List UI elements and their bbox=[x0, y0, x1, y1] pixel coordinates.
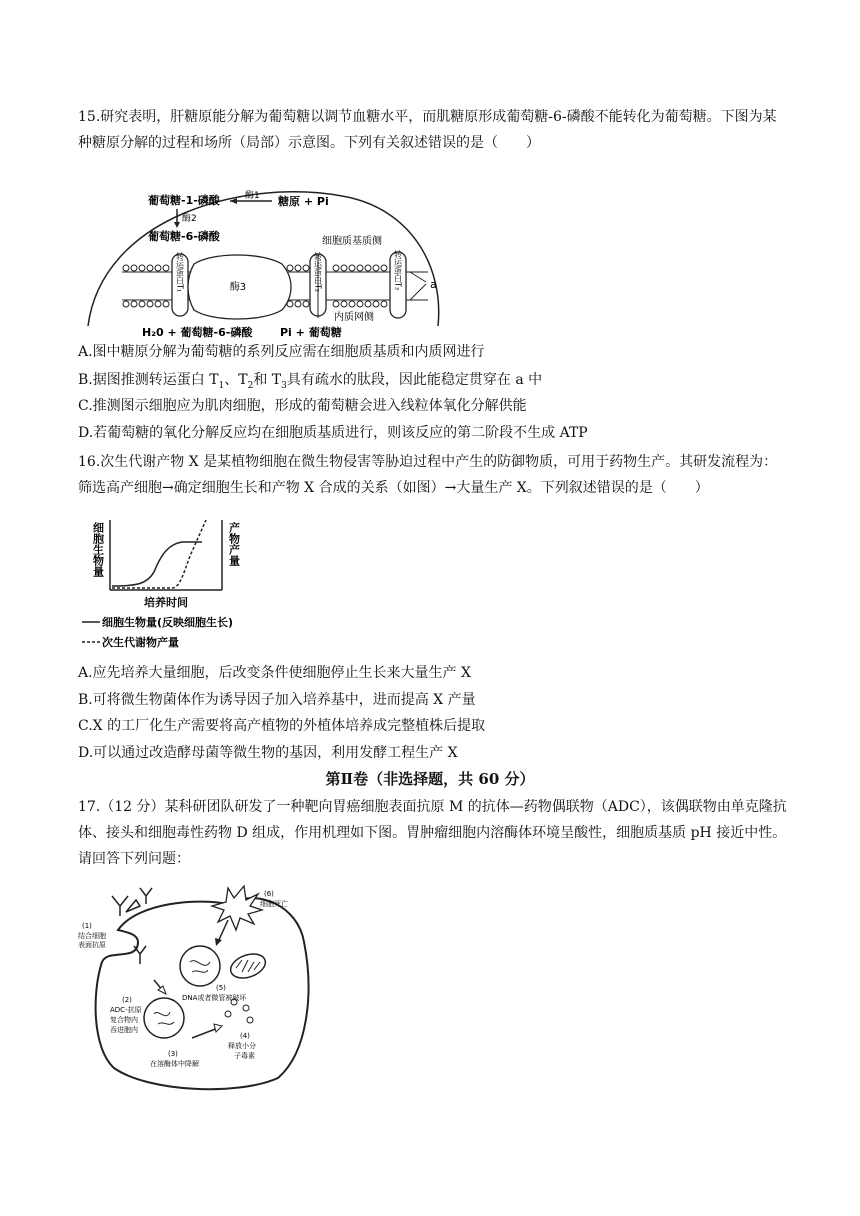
xlabel: 培养时间 bbox=[144, 596, 188, 609]
biomass-curve bbox=[112, 542, 202, 586]
q15-figure bbox=[82, 178, 452, 343]
enzyme3-label: 酶3 bbox=[229, 282, 247, 293]
q16-figure bbox=[82, 512, 262, 652]
transporter-t1-label: 转运蛋白T₁ bbox=[175, 251, 185, 293]
step6-label: 细胞死亡 bbox=[260, 900, 288, 908]
q15-option-a: A.图中糖原分解为葡萄糖的系列反应需在细胞质基质和内质网进行 bbox=[78, 344, 485, 360]
bottom-left-label: H₂0 + 葡萄糖-6-磷酸 bbox=[142, 326, 253, 339]
glucose-1-phosphate-label: 葡萄糖-1-磷酸 bbox=[148, 194, 220, 207]
q16-option-a: A.应先培养大量细胞，后改变条件使细胞停止生长来大量生产 X bbox=[78, 665, 471, 681]
step5-num: (5) bbox=[216, 984, 226, 992]
transporter-t2-label: 转运蛋白T₂ bbox=[313, 251, 323, 293]
q15-option-b: B.据图推测转运蛋白 $T_1$、$T_2$和 $T_3$具有疏水的肽段，因此能稳定贯穿在 a 中 bbox=[78, 372, 543, 391]
step2-label-3: 吞进胞内 bbox=[110, 1026, 138, 1034]
q17-figure bbox=[78, 882, 318, 1096]
q16-option-b: B.可将微生物菌体作为诱导因子加入培养基中，进而提高 X 产量 bbox=[78, 692, 476, 708]
step1-label-2: 表面抗原 bbox=[78, 941, 106, 949]
q15-stem: 15.研究表明，肝糖原能分解为葡萄糖以调节血糖水平，而肌糖原形成葡萄糖-6-磷酸不能转化为葡萄糖。下图为某种糖原分解的过程和场所（局部）示意图。下列有关叙述错误的是（ ） bbox=[78, 109, 777, 151]
ylabel-right: 产物产量 bbox=[227, 522, 241, 566]
ylabel-left: 细胞生物量 bbox=[91, 522, 105, 577]
legend-solid: 细胞生物量(反映细胞生长) bbox=[102, 616, 234, 629]
bottom-right-label: Pi + 葡萄糖 bbox=[280, 326, 342, 339]
step5-label: DNA或者微管被破坏 bbox=[182, 994, 247, 1002]
step3-label: 在溶酶体中降解 bbox=[150, 1060, 199, 1068]
step1-num: (1) bbox=[82, 922, 92, 930]
step4-label-2: 子毒素 bbox=[234, 1052, 255, 1060]
step2-num: (2) bbox=[122, 996, 132, 1004]
step2-label-2: 复合物内 bbox=[110, 1016, 138, 1024]
step3-num: (3) bbox=[168, 1050, 178, 1058]
q16-option-c: C.X 的工厂化生产需要将高产植物的外植体培养成完整植株后提取 bbox=[78, 718, 486, 734]
step4-label-1: 释放小分 bbox=[228, 1042, 256, 1050]
step1-label-1: 结合细胞 bbox=[78, 932, 106, 940]
q16-option-d: D.可以通过改造酵母菌等微生物的基因，利用发酵工程生产 X bbox=[78, 745, 458, 761]
label-a: a bbox=[430, 278, 437, 291]
step4-num: (4) bbox=[240, 1032, 250, 1040]
product-curve bbox=[112, 520, 206, 588]
q15-option-c: C.推测图示细胞应为肌肉细胞，形成的葡萄糖会进入线粒体氧化分解供能 bbox=[78, 398, 527, 414]
enzyme1-label: 酶1 bbox=[245, 191, 260, 201]
step6-num: (6) bbox=[264, 890, 274, 898]
legend-dashed: 次生代谢物产量 bbox=[102, 636, 179, 649]
enzyme2-label: 酶2 bbox=[182, 214, 197, 224]
transporter-t3-label: 转运蛋白T₃ bbox=[393, 249, 403, 291]
q15-option-d: D.若葡萄糖的氧化分解反应均在细胞质基质进行，则该反应的第二阶段不生成 ATP bbox=[78, 425, 588, 441]
q17-stem: 17.（12 分）某科研团队研发了一种靶向胃癌细胞表面抗原 M 的抗体—药物偶联物（ADC），该偶联物由单克隆抗体、接头和细胞毒性药物 D 组成，作用机理如下图。胃肿瘤细胞内溶酶体环境呈酸性，细胞质基质 pH 接近中性。请回答下列问题： bbox=[78, 799, 787, 867]
cytoplasm-side-label: 细胞质基质侧 bbox=[322, 236, 382, 247]
glycogen-pi-label: 糖原 + Pi bbox=[278, 195, 329, 208]
section2-title: 第Ⅱ卷（非选择题，共 60 分） bbox=[325, 770, 535, 788]
q16-stem: 16.次生代谢产物 X 是某植物细胞在微生物侵害等胁迫过程中产生的防御物质，可用于药物生产。其研发流程为：筛选高产细胞→确定细胞生长和产物 X 合成的关系（如图）→大量生产 X。下列叙述错误的是（ ） bbox=[78, 454, 778, 496]
step2-label-1: ADC-抗原 bbox=[110, 1006, 142, 1014]
glucose-6-phosphate-label: 葡萄糖-6-磷酸 bbox=[148, 230, 220, 243]
er-side-label: 内质网侧 bbox=[334, 312, 374, 323]
